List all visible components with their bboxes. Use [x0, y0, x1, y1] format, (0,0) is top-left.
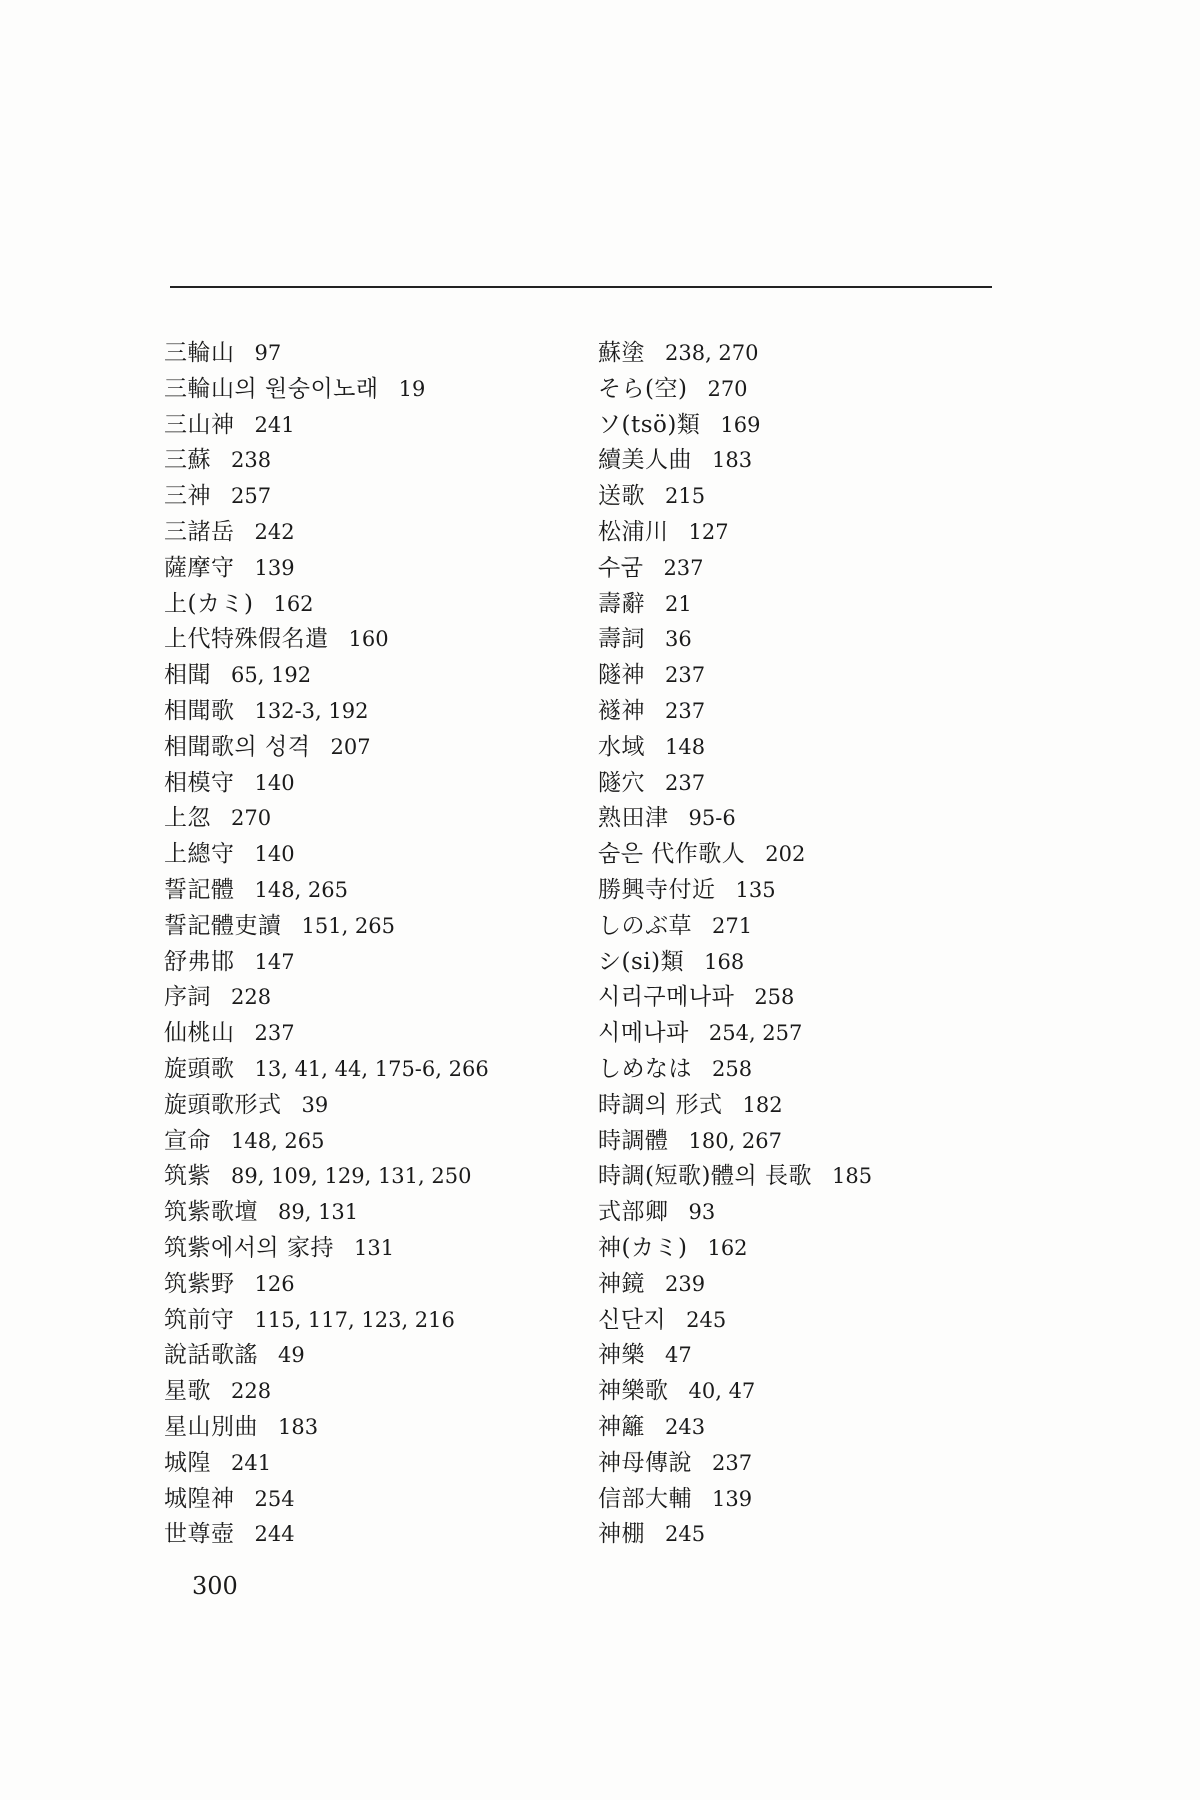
index-entry — [164, 873, 584, 909]
index-term: 筑前守 — [164, 1306, 235, 1333]
index-pages: 215 — [665, 484, 706, 509]
index-entry — [164, 551, 584, 587]
index-term: 上總守 — [164, 841, 235, 868]
index-pages: 271 — [712, 913, 753, 938]
index-pages: 183 — [712, 448, 753, 473]
index-entry — [598, 372, 998, 408]
index-pages: 135 — [735, 877, 776, 902]
index-pages: 202 — [765, 842, 806, 867]
index-term: 勝興寺付近 — [598, 876, 716, 903]
index-term: 神母傳說 — [598, 1449, 692, 1476]
index-pages: 13, 41, 44, 175-6, 266 — [254, 1056, 489, 1081]
index-term: 旋頭歌 — [164, 1055, 235, 1082]
index-term: ソ(tsö)類 — [598, 411, 701, 438]
index-term: 相聞 — [164, 662, 211, 689]
index-entry — [598, 479, 998, 515]
index-entry — [164, 1410, 584, 1446]
index-term: 相聞歌의 성격 — [164, 733, 311, 760]
index-entry — [164, 1303, 584, 1339]
index-entry — [164, 1052, 584, 1088]
index-entry — [164, 372, 584, 408]
index-pages: 126 — [254, 1271, 295, 1296]
index-column-right — [598, 336, 998, 1553]
index-term: 星山別曲 — [164, 1413, 258, 1440]
index-pages: 244 — [254, 1522, 295, 1547]
index-term: 時調의 形式 — [598, 1091, 723, 1118]
index-pages: 47 — [665, 1343, 692, 1368]
index-pages: 140 — [254, 842, 295, 867]
index-pages: 148, 265 — [254, 877, 349, 902]
index-entry — [164, 587, 584, 623]
index-term: 神(カミ) — [598, 1234, 688, 1261]
index-entry — [598, 766, 998, 802]
index-term: 隧穴 — [598, 769, 645, 796]
index-entry — [164, 945, 584, 981]
index-term: 序詞 — [164, 984, 211, 1011]
index-entry — [164, 730, 584, 766]
index-term: 筑紫野 — [164, 1270, 235, 1297]
index-term: しのぶ草 — [598, 912, 692, 939]
index-term: 相模守 — [164, 769, 235, 796]
index-term: 熟田津 — [598, 805, 669, 832]
index-pages: 237 — [665, 663, 706, 688]
index-term: 神鏡 — [598, 1270, 645, 1297]
index-term: 筑紫歌壇 — [164, 1199, 258, 1226]
index-term: 式部卿 — [598, 1199, 669, 1226]
index-pages: 139 — [712, 1486, 753, 1511]
index-pages: 147 — [254, 949, 295, 974]
index-entry — [598, 945, 998, 981]
index-entry — [598, 515, 998, 551]
index-pages: 237 — [254, 1021, 295, 1046]
index-entry — [164, 515, 584, 551]
index-entry — [598, 873, 998, 909]
index-pages: 162 — [707, 1235, 748, 1260]
index-term: 續美人曲 — [598, 447, 692, 474]
index-term: しめなは — [598, 1055, 692, 1082]
index-entry — [598, 694, 998, 730]
index-entry — [164, 1195, 584, 1231]
index-term: 三諸岳 — [164, 518, 235, 545]
index-term: 三蘇 — [164, 447, 211, 474]
top-rule — [170, 286, 992, 288]
index-entry — [164, 1482, 584, 1518]
index-pages: 132-3, 192 — [254, 698, 369, 723]
index-entry — [598, 1303, 998, 1339]
index-pages: 93 — [688, 1200, 716, 1225]
index-pages: 65, 192 — [231, 663, 312, 688]
index-pages: 242 — [254, 519, 295, 544]
index-pages: 148, 265 — [231, 1128, 325, 1153]
index-pages: 207 — [330, 734, 371, 759]
index-term: 世尊壺 — [164, 1521, 235, 1548]
index-entry — [598, 1231, 998, 1267]
index-term: 上忽 — [164, 805, 211, 832]
index-entry — [164, 1159, 584, 1195]
index-term: 上(カミ) — [164, 590, 254, 617]
index-entry — [598, 980, 998, 1016]
page-number: 300 — [192, 1572, 238, 1600]
index-term: 筑紫 — [164, 1163, 211, 1190]
index-pages: 140 — [254, 770, 295, 795]
index-term: 壽辭 — [598, 590, 645, 617]
index-term: そら(空) — [598, 375, 688, 402]
index-entry — [164, 1088, 584, 1124]
index-entry — [598, 909, 998, 945]
index-pages: 115, 117, 123, 216 — [254, 1307, 455, 1332]
index-entry — [164, 694, 584, 730]
index-entry — [164, 1338, 584, 1374]
index-term: 襚神 — [598, 697, 645, 724]
index-pages: 270 — [231, 806, 272, 831]
index-pages: 258 — [754, 985, 795, 1010]
index-term: 三山神 — [164, 411, 235, 438]
index-pages: 89, 109, 129, 131, 250 — [231, 1164, 472, 1189]
index-entry — [164, 909, 584, 945]
index-pages: 21 — [665, 591, 692, 616]
index-pages: 97 — [254, 341, 282, 365]
index-entry — [164, 1016, 584, 1052]
index-term: 信部大輔 — [598, 1485, 692, 1512]
index-term: 誓記體 — [164, 876, 235, 903]
index-pages: 258 — [712, 1056, 753, 1081]
index-pages: 36 — [665, 627, 692, 652]
index-pages: 245 — [665, 1522, 706, 1547]
index-entry — [598, 622, 998, 658]
index-entry — [598, 658, 998, 694]
index-pages: 228 — [231, 1379, 272, 1404]
index-term: 시리구메나파 — [598, 984, 735, 1011]
index-entry — [598, 587, 998, 623]
index-term: 相聞歌 — [164, 697, 235, 724]
index-pages: 162 — [273, 591, 314, 616]
index-entry — [598, 443, 998, 479]
index-term: 仙桃山 — [164, 1020, 235, 1047]
index-entry — [598, 1482, 998, 1518]
index-entry — [164, 658, 584, 694]
index-pages: 257 — [231, 484, 272, 509]
index-entry — [598, 801, 998, 837]
index-pages: 243 — [665, 1414, 706, 1439]
index-entry — [598, 1267, 998, 1303]
index-pages: 49 — [278, 1343, 305, 1368]
index-entry — [598, 1410, 998, 1446]
index-term: 三輪山의 원숭이노래 — [164, 375, 379, 402]
index-term: 神樂歌 — [598, 1378, 669, 1405]
index-pages: 151, 265 — [301, 913, 396, 938]
index-column-left — [164, 336, 584, 1553]
index-term: 松浦川 — [598, 518, 669, 545]
index-pages: 270 — [707, 376, 748, 401]
index-pages: 237 — [663, 555, 704, 580]
index-entry — [164, 336, 584, 372]
index-term: 旋頭歌形式 — [164, 1091, 282, 1118]
index-pages: 254 — [254, 1486, 295, 1511]
index-pages: 95-6 — [688, 806, 736, 831]
index-pages: 89, 131 — [278, 1200, 359, 1225]
index-pages: 254, 257 — [708, 1021, 803, 1046]
index-pages: 238, 270 — [665, 341, 759, 365]
index-entry — [598, 551, 998, 587]
index-entry — [164, 408, 584, 444]
index-entry — [598, 1195, 998, 1231]
index-entry — [164, 1446, 584, 1482]
index-term: 城隍 — [164, 1449, 211, 1476]
index-term: 神棚 — [598, 1521, 645, 1548]
index-term: 說話歌謠 — [164, 1342, 258, 1369]
index-term: 時調體 — [598, 1127, 669, 1154]
index-term: 숨은 代作歌人 — [598, 841, 746, 868]
index-entry — [598, 1052, 998, 1088]
index-pages: 131 — [353, 1235, 395, 1260]
index-term: 宣命 — [164, 1127, 211, 1154]
index-entry — [598, 1446, 998, 1482]
index-term: 舒弗邯 — [164, 948, 235, 975]
index-pages: 237 — [665, 698, 706, 723]
index-entry — [598, 1517, 998, 1553]
index-term: 薩摩守 — [164, 554, 235, 581]
index-pages: 180, 267 — [688, 1128, 783, 1153]
index-entry — [164, 479, 584, 515]
index-entry — [598, 1088, 998, 1124]
index-pages: 241 — [231, 1450, 272, 1475]
index-pages: 182 — [742, 1092, 783, 1117]
index-pages: 139 — [254, 555, 295, 580]
index-entry — [164, 1124, 584, 1160]
index-entry — [598, 1124, 998, 1160]
index-entry — [598, 1338, 998, 1374]
index-term: 筑紫에서의 家持 — [164, 1234, 334, 1261]
index-entry — [164, 837, 584, 873]
index-pages: 183 — [278, 1414, 319, 1439]
index-term: 城隍神 — [164, 1485, 235, 1512]
index-term: 神籬 — [598, 1413, 645, 1440]
index-pages: 237 — [665, 770, 706, 795]
index-term: 蘇塗 — [598, 340, 645, 366]
index-pages: 127 — [688, 519, 729, 544]
index-term: 水域 — [598, 733, 645, 760]
index-entry — [164, 1374, 584, 1410]
index-term: 三輪山 — [164, 340, 235, 366]
index-term: 壽詞 — [598, 626, 645, 653]
index-term: 시메나파 — [598, 1020, 689, 1047]
index-term: 隧神 — [598, 662, 645, 689]
index-entry — [164, 1517, 584, 1553]
index-term: 誓記體吏讀 — [164, 912, 282, 939]
index-term: 星歌 — [164, 1378, 211, 1405]
index-term: 수굼 — [598, 554, 644, 581]
index-pages: 148 — [665, 734, 706, 759]
index-term: シ(si)類 — [598, 948, 685, 975]
index-pages: 245 — [686, 1307, 727, 1332]
index-pages: 238 — [231, 448, 272, 473]
index-entry — [164, 801, 584, 837]
index-entry — [164, 622, 584, 658]
index-entry — [598, 730, 998, 766]
index-pages: 39 — [301, 1092, 329, 1117]
index-entry — [598, 1374, 998, 1410]
index-pages: 185 — [831, 1164, 873, 1189]
index-pages: 19 — [398, 376, 426, 401]
index-entry — [164, 766, 584, 802]
index-term: 時調(短歌)體의 長歌 — [598, 1163, 812, 1190]
index-pages: 237 — [712, 1450, 753, 1475]
index-entry — [598, 408, 998, 444]
index-term: 上代特殊假名遣 — [164, 626, 329, 653]
index-entry — [598, 1159, 998, 1195]
index-entry — [598, 336, 998, 372]
index-pages: 228 — [231, 985, 272, 1010]
index-entry — [164, 1267, 584, 1303]
index-pages: 241 — [254, 412, 295, 437]
index-entry — [164, 980, 584, 1016]
index-term: 送歌 — [598, 483, 645, 510]
index-pages: 168 — [704, 949, 745, 974]
index-pages: 169 — [720, 412, 761, 437]
index-pages: 40, 47 — [688, 1379, 756, 1404]
index-term: 신단지 — [598, 1306, 667, 1333]
index-entry — [598, 1016, 998, 1052]
index-term: 神樂 — [598, 1342, 645, 1369]
index-pages: 239 — [665, 1271, 706, 1296]
index-term: 三神 — [164, 483, 211, 510]
index-entry — [164, 443, 584, 479]
index-entry — [598, 837, 998, 873]
index-entry — [164, 1231, 584, 1267]
index-pages: 160 — [348, 627, 389, 652]
